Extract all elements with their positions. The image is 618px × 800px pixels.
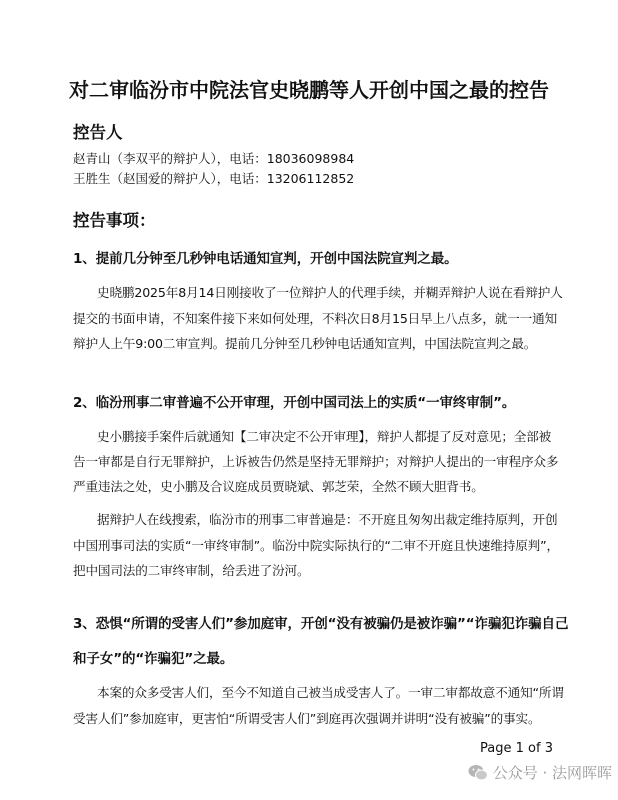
section-heading: 2、临汾刑事二审普遍不公开审理，开创中国司法上的实质“一审终审制”。	[73, 395, 516, 411]
complainant-line: 赵青山（李双平的辩护人），电话：18036098984	[73, 151, 355, 166]
paragraph-line: 提交的书面申请，不知案件接下来如何处理，不料次日8月15日早上八点多，就一一通知	[73, 311, 558, 326]
wechat-icon	[468, 764, 488, 781]
complainants-heading: 控告人	[73, 123, 123, 142]
paragraph-line: 告一审都是自行无罪辩护，上诉被告仍然是坚持无罪辩护；对辩护人提出的一审程序众多	[73, 454, 559, 469]
paragraph-line: 本案的众多受害人们，至今不知道自己被当成受害人了。一审二审都故意不通知“所谓	[97, 685, 564, 700]
watermark-text: 公众号 · 法网晖晖	[492, 764, 612, 782]
document-title: 对二审临汾市中院法官史晓鹏等人开创中国之最的控告	[69, 78, 549, 102]
paragraph-line: 史晓鹏2025年8月14日刚接收了一位辩护人的代理手续，并糊弄辩护人说在看辩护人	[97, 285, 563, 300]
complainant-line: 王胜生（赵国爱的辩护人），电话：13206112852	[73, 171, 355, 186]
section-heading: 和子女”的“诈骗犯”之最。	[73, 651, 234, 667]
section-heading: 1、提前几分钟至几秒钟电话通知宣判，开创中国法院宣判之最。	[73, 251, 458, 267]
section-heading: 3、恐惧“所谓的受害人们”参加庭审，开创“没有被骗仍是被诈骗”“诈骗犯诈骗自己	[73, 616, 569, 632]
watermark	[468, 762, 612, 783]
paragraph-line: 中国刑事司法的实质“一审终审制”。临汾中院实际执行的“二审不开庭且快速维持原判”，	[73, 538, 559, 553]
paragraph-line: 史小鹏接手案件后就通知【二审决定不公开审理】，辩护人都提了反对意见；全部被	[97, 429, 552, 444]
paragraph-line: 把中国司法的二审终审制，给丢进了汾河。	[73, 563, 310, 578]
page-number: Page 1 of 3	[480, 741, 553, 756]
paragraph-line: 严重违法之处，史小鹏及合议庭成员贾晓斌、郭芝荣，全然不顾大胆背书。	[73, 479, 484, 494]
matters-heading: 控告事项：	[73, 211, 156, 230]
paragraph-line: 据辩护人在线搜索，临汾市的刑事二审普遍是：不开庭且匆匆出裁定维持原判，开创	[97, 512, 558, 527]
paragraph-line: 受害人们”参加庭审，更害怕“所谓受害人们”到庭再次强调并讲明“没有被骗”的事实。	[73, 711, 541, 726]
paragraph-line: 辩护人上午9:00二审宣判。提前几分钟至几秒钟电话通知宣判，中国法院宣判之最。	[73, 336, 537, 351]
